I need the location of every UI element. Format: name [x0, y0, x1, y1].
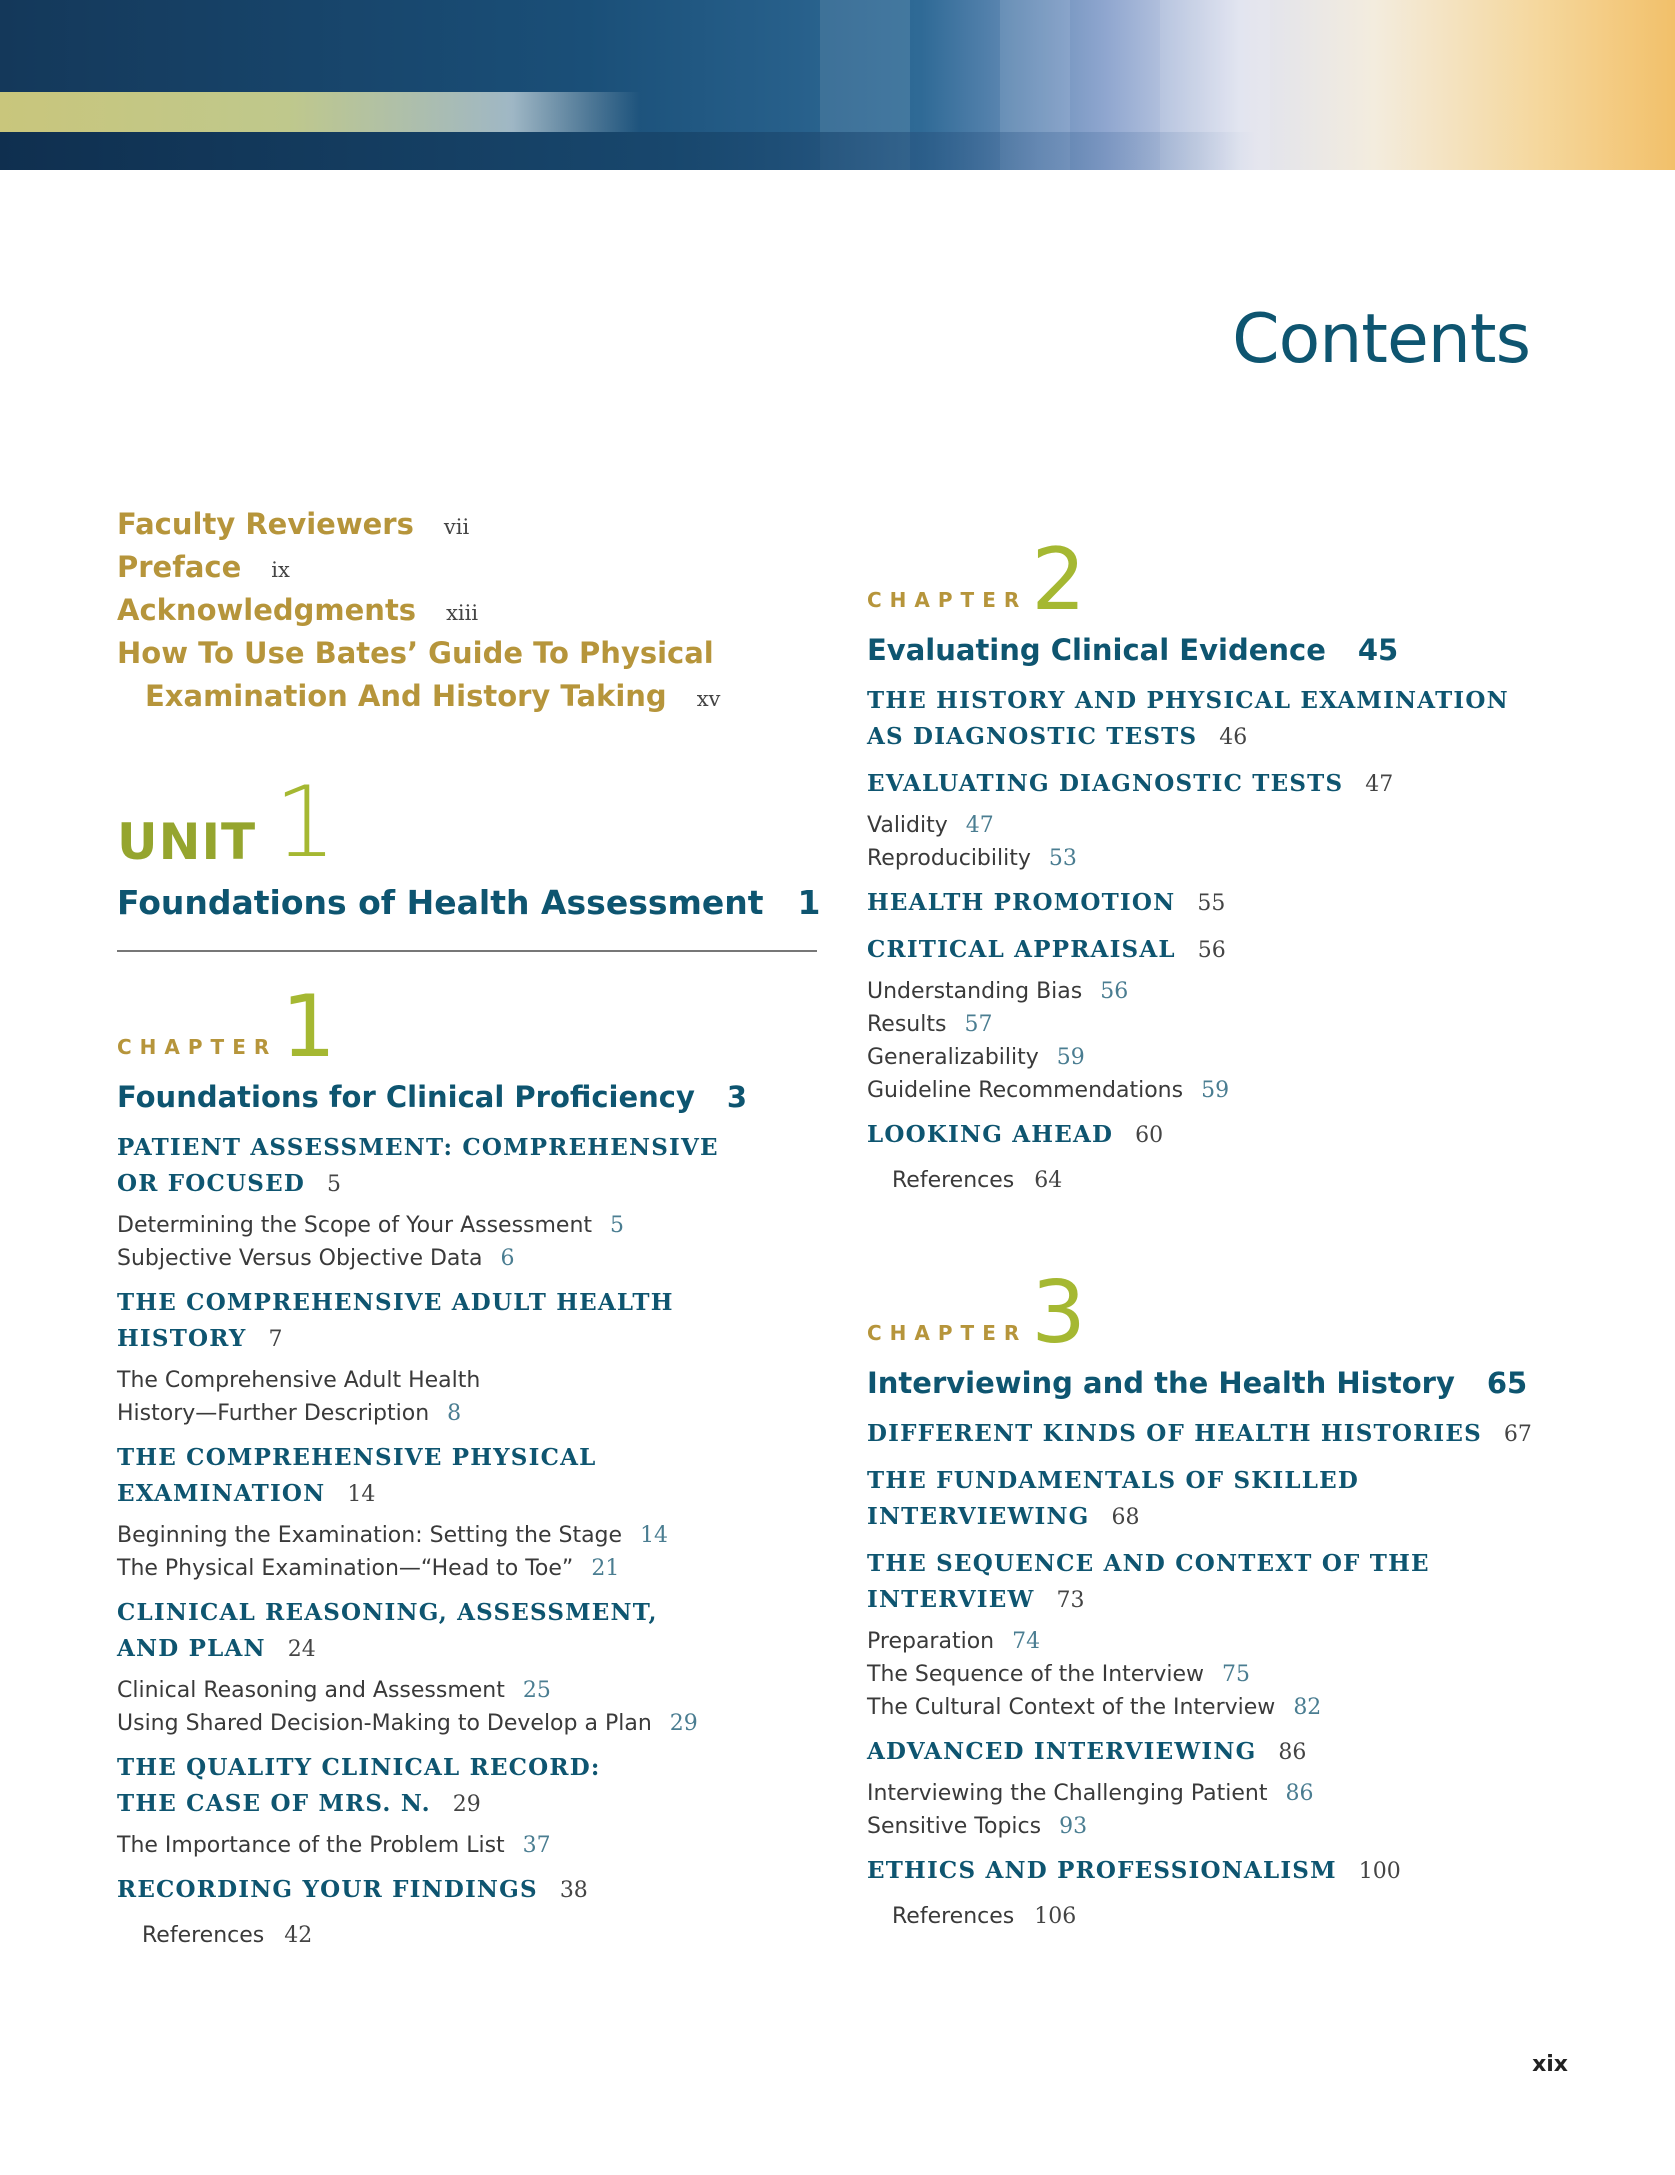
section-title-line: PATIENT ASSESSMENT: COMPREHENSIVE [117, 1134, 719, 1161]
toc-section [117, 1440, 837, 1585]
subsection-list [867, 1777, 1567, 1843]
section-page: 67 [1503, 1422, 1532, 1447]
chapter-block [117, 974, 837, 1953]
chapter-heading [117, 974, 837, 1077]
chapter-title-page: 45 [1357, 633, 1399, 667]
section-title-line: THE SEQUENCE AND CONTEXT OF THE [867, 1550, 1430, 1577]
section-page: 47 [1365, 772, 1394, 797]
subsection-text: Reproducibility [867, 846, 1031, 871]
subsection-page: 59 [1056, 1045, 1085, 1070]
section-page: 86 [1278, 1740, 1307, 1765]
section-page: 55 [1197, 891, 1226, 916]
section-title-line: CRITICAL APPRAISAL [867, 936, 1176, 963]
front-matter-list [117, 505, 837, 720]
subsection-text: Interviewing the Challenging Patient [867, 1781, 1268, 1806]
subsection-item[interactable] [117, 1829, 837, 1862]
references-page: 42 [284, 1923, 313, 1948]
subsection-text: Beginning the Examination: Setting the Stage [117, 1523, 623, 1548]
chapter-title-page: 65 [1486, 1366, 1528, 1400]
subsection-text: The Cultural Context of the Interview [867, 1695, 1276, 1720]
subsection-text: Sensitive Topics [867, 1814, 1042, 1839]
subsection-text: Clinical Reasoning and Assessment [117, 1678, 505, 1703]
section-title-line: THE FUNDAMENTALS OF SKILLED [867, 1467, 1360, 1494]
section-title[interactable] [867, 1463, 1567, 1536]
subsection-list [117, 1519, 837, 1585]
subsection-text: Subjective Versus Objective Data [117, 1246, 483, 1271]
references-label: References [142, 1923, 265, 1948]
section-title[interactable] [867, 683, 1567, 756]
references-item[interactable] [867, 1164, 1567, 1198]
unit-number: 1 [274, 766, 337, 880]
toc-left-column [117, 505, 837, 1953]
section-title-line: AS DIAGNOSTIC TESTS [867, 723, 1198, 750]
subsection-page: 59 [1201, 1078, 1230, 1103]
subsection-item[interactable] [867, 1658, 1567, 1691]
section-title[interactable] [867, 1853, 1567, 1890]
subsection-list [117, 1829, 837, 1862]
chapter-title[interactable] [867, 627, 1567, 673]
references-item[interactable] [867, 1900, 1567, 1934]
subsection-item[interactable] [117, 1519, 837, 1552]
toc-section [117, 1595, 837, 1740]
chapter-number: 3 [1031, 1263, 1086, 1363]
chapter-title-text: Interviewing and the Health History [867, 1366, 1455, 1400]
subsection-text: Using Shared Decision-Making to Develop a Plan [117, 1711, 652, 1736]
subsection-text: Understanding Bias [867, 979, 1083, 1004]
toc-section [867, 1853, 1567, 1890]
subsection-text: Determining the Scope of Your Assessment [117, 1213, 593, 1238]
toc-section [117, 1285, 837, 1430]
chapter-title-text: Foundations for Clinical Proficiency [117, 1080, 695, 1114]
subsection-item[interactable] [867, 1041, 1567, 1074]
section-page: 56 [1197, 938, 1226, 963]
subsection-list [867, 975, 1567, 1107]
chapter-block [867, 1260, 1567, 1934]
subsection-list [867, 809, 1567, 875]
references-page: 106 [1034, 1904, 1077, 1929]
section-page: 29 [452, 1792, 481, 1817]
subsection-item[interactable] [117, 1209, 837, 1242]
section-page: 5 [326, 1172, 341, 1197]
section-title-line: ETHICS AND PROFESSIONALISM [867, 1857, 1337, 1884]
subsection-item[interactable] [867, 975, 1567, 1008]
section-title[interactable] [867, 766, 1567, 803]
subsection-text: Results [867, 1012, 947, 1037]
subsection-page: 21 [591, 1556, 620, 1581]
subsection-item[interactable] [117, 1552, 837, 1585]
section-page: 38 [559, 1878, 588, 1903]
subsection-item[interactable] [867, 1810, 1567, 1843]
section-page: 7 [268, 1327, 283, 1352]
section-title[interactable] [117, 1872, 837, 1909]
subsection-list [117, 1364, 837, 1430]
section-title[interactable] [867, 885, 1567, 922]
chapter-heading [867, 527, 1567, 630]
toc-section [117, 1750, 837, 1862]
section-title-line: EXAMINATION [117, 1480, 326, 1507]
subsection-text: The Comprehensive Adult Health [117, 1368, 481, 1393]
front-matter-item[interactable]: Faculty Reviewers vii [117, 507, 470, 541]
section-title-line: THE HISTORY AND PHYSICAL EXAMINATION [867, 687, 1509, 714]
section-title[interactable] [867, 1734, 1567, 1771]
subsection-text: Generalizability [867, 1045, 1039, 1070]
section-page: 46 [1219, 725, 1248, 750]
section-title-line: CLINICAL REASONING, ASSESSMENT, [117, 1599, 658, 1626]
subsection-text: The Importance of the Problem List [117, 1833, 505, 1858]
subsection-item[interactable] [117, 1707, 837, 1740]
toc-section [867, 1546, 1567, 1724]
references-label: References [892, 1904, 1015, 1929]
front-matter-item[interactable]: Acknowledgments xiii [117, 593, 479, 627]
section-title[interactable] [867, 1117, 1567, 1154]
toc-section [867, 1416, 1567, 1453]
section-title-line: THE COMPREHENSIVE ADULT HEALTH HISTORY [117, 1289, 674, 1352]
section-title[interactable] [867, 932, 1567, 969]
chapter-heading [867, 1260, 1567, 1363]
subsection-text: Validity [867, 813, 948, 838]
subsection-item[interactable] [867, 809, 1567, 842]
references-label: References [892, 1168, 1015, 1193]
subsection-page: 25 [522, 1678, 551, 1703]
unit-label: UNIT [117, 813, 257, 871]
subsection-page: 6 [500, 1246, 515, 1271]
section-title[interactable] [867, 1416, 1567, 1453]
subsection-item[interactable] [117, 1674, 837, 1707]
section-title[interactable] [117, 1750, 837, 1823]
toc-section [867, 1117, 1567, 1154]
section-title-line: ADVANCED INTERVIEWING [867, 1738, 1257, 1765]
subsection-page: 8 [447, 1401, 462, 1426]
banner-band [0, 92, 640, 132]
section-title-line: INTERVIEW [867, 1586, 1035, 1613]
subsection-page: 86 [1285, 1781, 1314, 1806]
chapter-number: 1 [281, 977, 336, 1077]
banner-shade [0, 132, 1675, 170]
subsection-text: Guideline Recommendations [867, 1078, 1184, 1103]
subsection-page: 47 [965, 813, 994, 838]
toc-section [867, 885, 1567, 922]
chapter-title-page: 3 [726, 1080, 748, 1114]
section-title-line: HEALTH PROMOTION [867, 889, 1176, 916]
toc-section [867, 932, 1567, 1107]
subsection-item[interactable] [867, 1691, 1567, 1724]
section-title-line: OR FOCUSED [117, 1170, 305, 1197]
section-title[interactable] [117, 1285, 837, 1358]
subsection-item[interactable] [867, 1777, 1567, 1810]
unit-heading [117, 766, 837, 880]
section-page: 60 [1135, 1123, 1164, 1148]
section-page: 100 [1358, 1859, 1401, 1884]
header-banner [0, 0, 1675, 170]
subsection-page: 75 [1222, 1662, 1251, 1687]
subsection-item[interactable] [117, 1242, 837, 1275]
section-page: 14 [347, 1482, 376, 1507]
front-matter-item[interactable]: How To Use Bates’ Guide To Physical Examination And History Taking xv [117, 636, 721, 713]
subsection-item[interactable] [867, 842, 1567, 875]
chapter-title-text: Evaluating Clinical Evidence [867, 633, 1326, 667]
references-item[interactable] [117, 1919, 837, 1953]
toc-section [867, 683, 1567, 756]
subsection-item[interactable] [867, 1008, 1567, 1041]
section-title-line: RECORDING YOUR FINDINGS [117, 1876, 538, 1903]
subsection-page: 82 [1293, 1695, 1322, 1720]
references-page: 64 [1034, 1168, 1063, 1193]
subsection-text: Preparation [867, 1629, 995, 1654]
unit-divider [117, 950, 817, 952]
section-title-line: THE QUALITY CLINICAL RECORD: [117, 1754, 601, 1781]
chapter-title[interactable] [867, 1360, 1567, 1406]
subsection-page: 74 [1012, 1629, 1041, 1654]
page-number: xix [1532, 2052, 1568, 2077]
subsection-page: 5 [610, 1213, 625, 1238]
subsection-page: 93 [1059, 1814, 1088, 1839]
section-title[interactable] [867, 1546, 1567, 1619]
section-page: 73 [1056, 1588, 1085, 1613]
toc-section [867, 1463, 1567, 1536]
section-page: 68 [1111, 1505, 1140, 1530]
section-title-line: AND PLAN [117, 1635, 266, 1662]
subsection-text: History—Further Description [117, 1401, 430, 1426]
subsection-item[interactable] [117, 1364, 837, 1397]
chapter-label: CHAPTER [867, 588, 1028, 612]
section-title[interactable] [117, 1130, 837, 1203]
subsection-list [117, 1674, 837, 1740]
section-title[interactable] [117, 1595, 837, 1668]
subsection-page: 29 [669, 1711, 698, 1736]
chapter-number: 2 [1031, 530, 1086, 630]
chapter-label: CHAPTER [117, 1035, 278, 1059]
section-page: 24 [287, 1637, 316, 1662]
chapter-title[interactable] [117, 1074, 837, 1120]
section-title-line: EVALUATING DIAGNOSTIC TESTS [867, 770, 1344, 797]
subsection-text: The Sequence of the Interview [867, 1662, 1205, 1687]
subsection-page: 53 [1048, 846, 1077, 871]
section-title-line: DIFFERENT KINDS OF HEALTH HISTORIES [867, 1420, 1482, 1447]
front-matter-item[interactable]: Preface ix [117, 550, 290, 584]
subsection-page: 56 [1100, 979, 1129, 1004]
toc-section [117, 1872, 837, 1909]
section-title[interactable] [117, 1440, 837, 1513]
chapter-label: CHAPTER [867, 1321, 1028, 1345]
subsection-page: 14 [640, 1523, 669, 1548]
section-title-line: THE COMPREHENSIVE PHYSICAL [117, 1444, 597, 1471]
section-title-line: LOOKING AHEAD [867, 1121, 1114, 1148]
subsection-text: The Physical Examination—“Head to Toe” [117, 1556, 574, 1581]
subsection-list [867, 1625, 1567, 1724]
subsection-item[interactable] [117, 1397, 837, 1430]
toc-section [867, 1734, 1567, 1843]
toc-section [867, 766, 1567, 875]
subsection-item[interactable] [867, 1074, 1567, 1107]
toc-right-column [867, 505, 1567, 1934]
toc-section [117, 1130, 837, 1275]
page-title: Contents [1232, 300, 1530, 379]
subsection-page: 37 [522, 1833, 551, 1858]
subsection-item[interactable] [867, 1625, 1567, 1658]
subsection-page: 57 [964, 1012, 993, 1037]
unit-title[interactable]: Foundations of Health Assessment 1 [117, 883, 821, 922]
chapter-spacer [867, 1198, 1567, 1238]
chapter-block [867, 527, 1567, 1198]
section-title-line: THE CASE OF MRS. N. [117, 1790, 431, 1817]
section-title-line: INTERVIEWING [867, 1503, 1090, 1530]
subsection-list [117, 1209, 837, 1275]
